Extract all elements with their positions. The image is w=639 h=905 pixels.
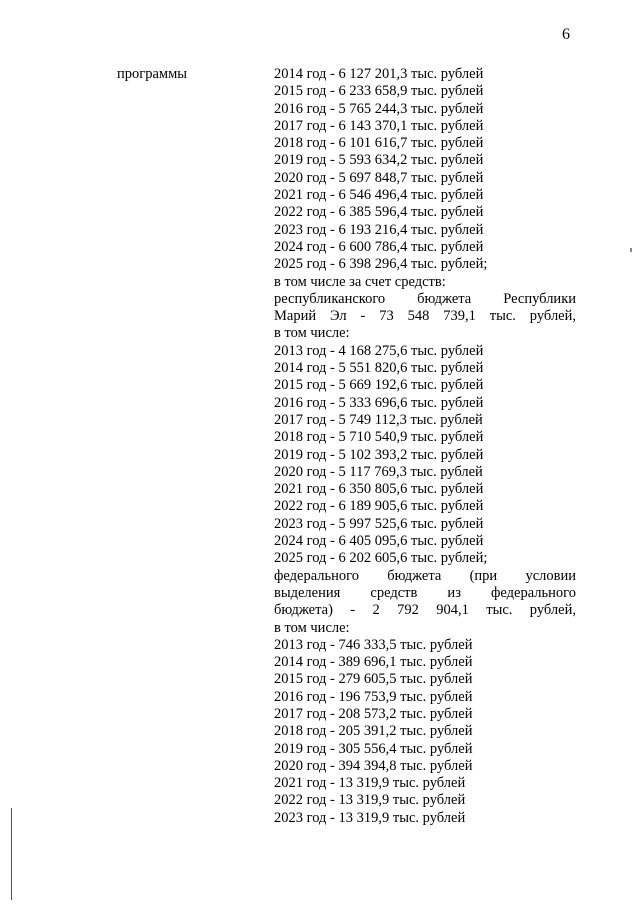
- republican-sub-intro: в том числе:: [274, 325, 350, 342]
- federal-year-line: 2019 год - 305 556,4 тыс. рублей: [274, 740, 473, 757]
- federal-budget-line-2: выделения средств из федерального: [274, 584, 576, 601]
- federal-year-line: 2018 год - 205 391,2 тыс. рублей: [274, 723, 473, 740]
- republican-year-line: 2021 год - 6 350 805,6 тыс. рублей: [274, 481, 484, 498]
- republican-year-line: 2016 год - 5 333 696,6 тыс. рублей: [274, 394, 484, 411]
- total-year-line: 2022 год - 6 385 596,4 тыс. рублей: [274, 204, 484, 221]
- republican-year-line: 2018 год - 5 710 540,9 тыс. рублей: [274, 429, 484, 446]
- republican-year-line: 2015 год - 5 669 192,6 тыс. рублей: [274, 377, 484, 394]
- federal-year-line: 2013 год - 746 333,5 тыс. рублей: [274, 636, 473, 653]
- federal-sub-intro: в том числе:: [274, 619, 350, 636]
- total-year-line: 2024 год - 6 600 786,4 тыс. рублей: [274, 238, 484, 255]
- republican-year-line: 2022 год - 6 189 905,6 тыс. рублей: [274, 498, 484, 515]
- total-year-line: 2014 год - 6 127 201,3 тыс. рублей: [274, 66, 484, 82]
- republican-year-line: 2025 год - 6 202 605,6 тыс. рублей;: [274, 550, 488, 567]
- total-year-line: 2025 год - 6 398 296,4 тыс. рублей;: [274, 256, 488, 273]
- total-year-line: 2016 год - 5 765 244,3 тыс. рублей: [274, 100, 484, 117]
- federal-year-line: 2016 год - 196 753,9 тыс. рублей: [274, 688, 473, 705]
- total-year-line: 2023 год - 6 193 216,4 тыс. рублей: [274, 221, 484, 238]
- total-year-line: 2020 год - 5 697 848,7 тыс. рублей: [274, 169, 484, 186]
- federal-year-line: 2014 год - 389 696,1 тыс. рублей: [274, 654, 473, 671]
- federal-year-line: 2020 год - 394 394,8 тыс. рублей: [274, 757, 473, 774]
- page-number: 6: [562, 26, 570, 43]
- republican-budget-line-1: республиканского бюджета Республики: [274, 290, 576, 307]
- republican-year-line: 2013 год - 4 168 275,6 тыс. рублей: [274, 342, 484, 359]
- left-label: программы: [117, 66, 187, 82]
- federal-year-line: 2015 год - 279 605,5 тыс. рублей: [274, 671, 473, 688]
- republican-budget-line-2: Марий Эл - 73 548 739,1 тыс. рублей,: [274, 308, 576, 325]
- republican-year-line: 2023 год - 5 997 525,6 тыс. рублей: [274, 515, 484, 532]
- federal-year-line: 2021 год - 13 319,9 тыс. рублей: [274, 775, 466, 792]
- funding-sources-intro: в том числе за счет средств:: [274, 273, 446, 290]
- republican-year-line: 2019 год - 5 102 393,2 тыс. рублей: [274, 446, 484, 463]
- scan-speck: [630, 248, 632, 252]
- total-year-line: 2021 год - 6 546 496,4 тыс. рублей: [274, 187, 484, 204]
- federal-year-line: 2017 год - 208 573,2 тыс. рублей: [274, 705, 473, 722]
- republican-year-line: 2014 год - 5 551 820,6 тыс. рублей: [274, 360, 484, 377]
- republican-year-line: 2020 год - 5 117 769,3 тыс. рублей: [274, 463, 483, 480]
- total-year-line: 2019 год - 5 593 634,2 тыс. рублей: [274, 152, 484, 169]
- federal-year-line: 2022 год - 13 319,9 тыс. рублей: [274, 792, 466, 809]
- scan-margin-line: [11, 808, 12, 900]
- republican-year-line: 2017 год - 5 749 112,3 тыс. рублей: [274, 411, 483, 428]
- federal-budget-line-3: бюджета) - 2 792 904,1 тыс. рублей,: [274, 602, 576, 619]
- total-year-line: 2015 год - 6 233 658,9 тыс. рублей: [274, 83, 484, 100]
- total-year-line: 2017 год - 6 143 370,1 тыс. рублей: [274, 117, 484, 134]
- federal-year-line: 2023 год - 13 319,9 тыс. рублей: [274, 809, 466, 826]
- republican-year-line: 2024 год - 6 405 095,6 тыс. рублей: [274, 533, 484, 550]
- total-year-line: 2018 год - 6 101 616,7 тыс. рублей: [274, 135, 484, 152]
- main-content: [274, 66, 576, 827]
- federal-budget-line-1: федерального бюджета (при условии: [274, 567, 576, 584]
